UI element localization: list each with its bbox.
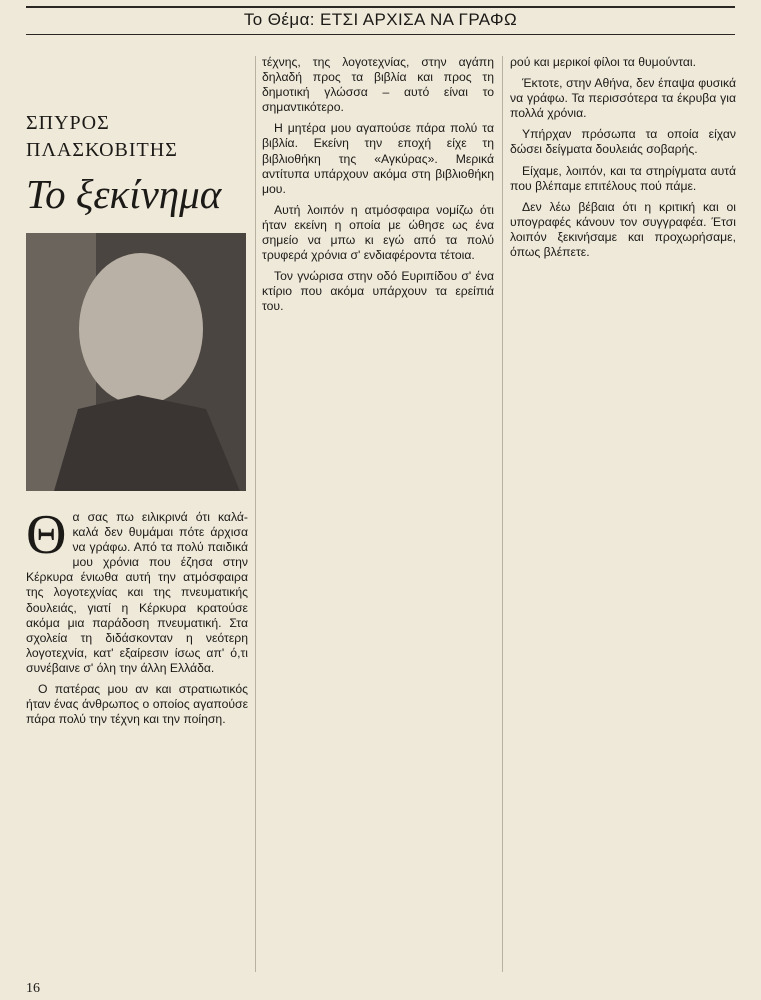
paragraph: Είχαμε, λοιπόν, και τα στηρίγματα αυτά που βλέπαμε επιτέλους πού πάμε. — [510, 163, 736, 193]
column-rule — [255, 56, 256, 972]
column-3 — [510, 55, 736, 266]
author-photo — [26, 233, 246, 491]
page-number: 16 — [26, 981, 40, 996]
column-rule — [502, 56, 503, 972]
running-head: Το Θέμα: ΕΤΣΙ ΑΡΧΙΣΑ ΝΑ ΓΡΑΦΩ — [243, 10, 518, 29]
drop-cap: Θ — [26, 504, 67, 566]
paragraph: Υπήρχαν πρόσωπα τα οποία είχαν δώσει δείγματα δουλειάς σοβαρής. — [510, 127, 736, 157]
paragraph: Ο πατέρας μου αν και στρατιωτικός ήταν ένας άνθρωπος ο οποίος αγαπούσε πάρα πολύ την τέχνη και την ποίηση. — [26, 682, 248, 727]
portrait-image — [26, 233, 246, 491]
paragraph: α σας πω ειλικρινά ότι καλά-καλά δεν θυμάμαι πότε άρχισα να γράφω. Από τα πολύ παιδικά μου χρόνια που έζησα στην Κέρκυρα ένιωθα αυτή την ατμόσφαιρα της λογοτεχνίας και της πνευματικής δουλειάς, γιατί η Κέρκυρα κρατούσε ακόμα μια παράδοση πνευματική. Στα σχολεία τη διδάσκονταν η νεότερη λογοτεχνία, κατ' εξαίρεσιν ίσως απ' ό,τι συνέβαινε σ' όλη την άλλη Ελλάδα. — [26, 510, 248, 675]
column-1 — [26, 504, 248, 733]
paragraph: Η μητέρα μου αγαπούσε πάρα πολύ τα βιβλία. Εκείνη την εποχή είχε τη βιβλιοθήκη της «Αγκύρας». Μερικά αντίτυπα υπάρχουν ακόμα στη βιβλιοθήκη μου. — [262, 121, 494, 196]
paragraph: Έκτοτε, στην Αθήνα, δεν έπαψα φυσικά να γράφω. Τα περισσότερα τα έκρυβα για πολλά χρόνια. — [510, 76, 736, 121]
paragraph: ρού και μερικοί φίλοι τα θυμούνται. — [510, 55, 697, 69]
author-last: ΠΛΑΣΚΟΒΙΤΗΣ — [26, 139, 178, 161]
author-first: ΣΠΥΡΟΣ — [26, 112, 110, 134]
header-rule-bottom — [26, 34, 735, 35]
paragraph: Αυτή λοιπόν η ατμόσφαιρα νομίζω ότι ήταν εκείνη η οποία με ώθησε ως ένα σημείο να μπω κι εγώ από τα πολύ τρυφερά χρόνια σ' ενδιαφέροντα τέτοια. — [262, 202, 494, 263]
article-title: Το ξεκίνημα — [26, 171, 222, 217]
column-2 — [262, 55, 494, 321]
paragraph: τέχνης, της λογοτεχνίας, στην αγάπη δηλαδή προς τα βιβλία και προς τη δημοτική γλώσσα – αυτό είναι το σημαντικότερο. — [262, 55, 494, 115]
paragraph: Δεν λέω βέβαια ότι η κριτική και οι υπογραφές κάνουν τον συγγραφέα. Έτσι λοιπόν ξεκινήσαμε και προχωρήσαμε, όπως βλέπετε. — [510, 199, 736, 260]
header-rule-top — [26, 6, 735, 8]
paragraph: Τον γνώρισα στην οδό Ευριπίδου σ' ένα κτίριο που ακόμα υπάρχουν τα ερείπιά του. — [262, 269, 494, 314]
article-heading — [26, 52, 250, 216]
author-name — [26, 110, 250, 164]
